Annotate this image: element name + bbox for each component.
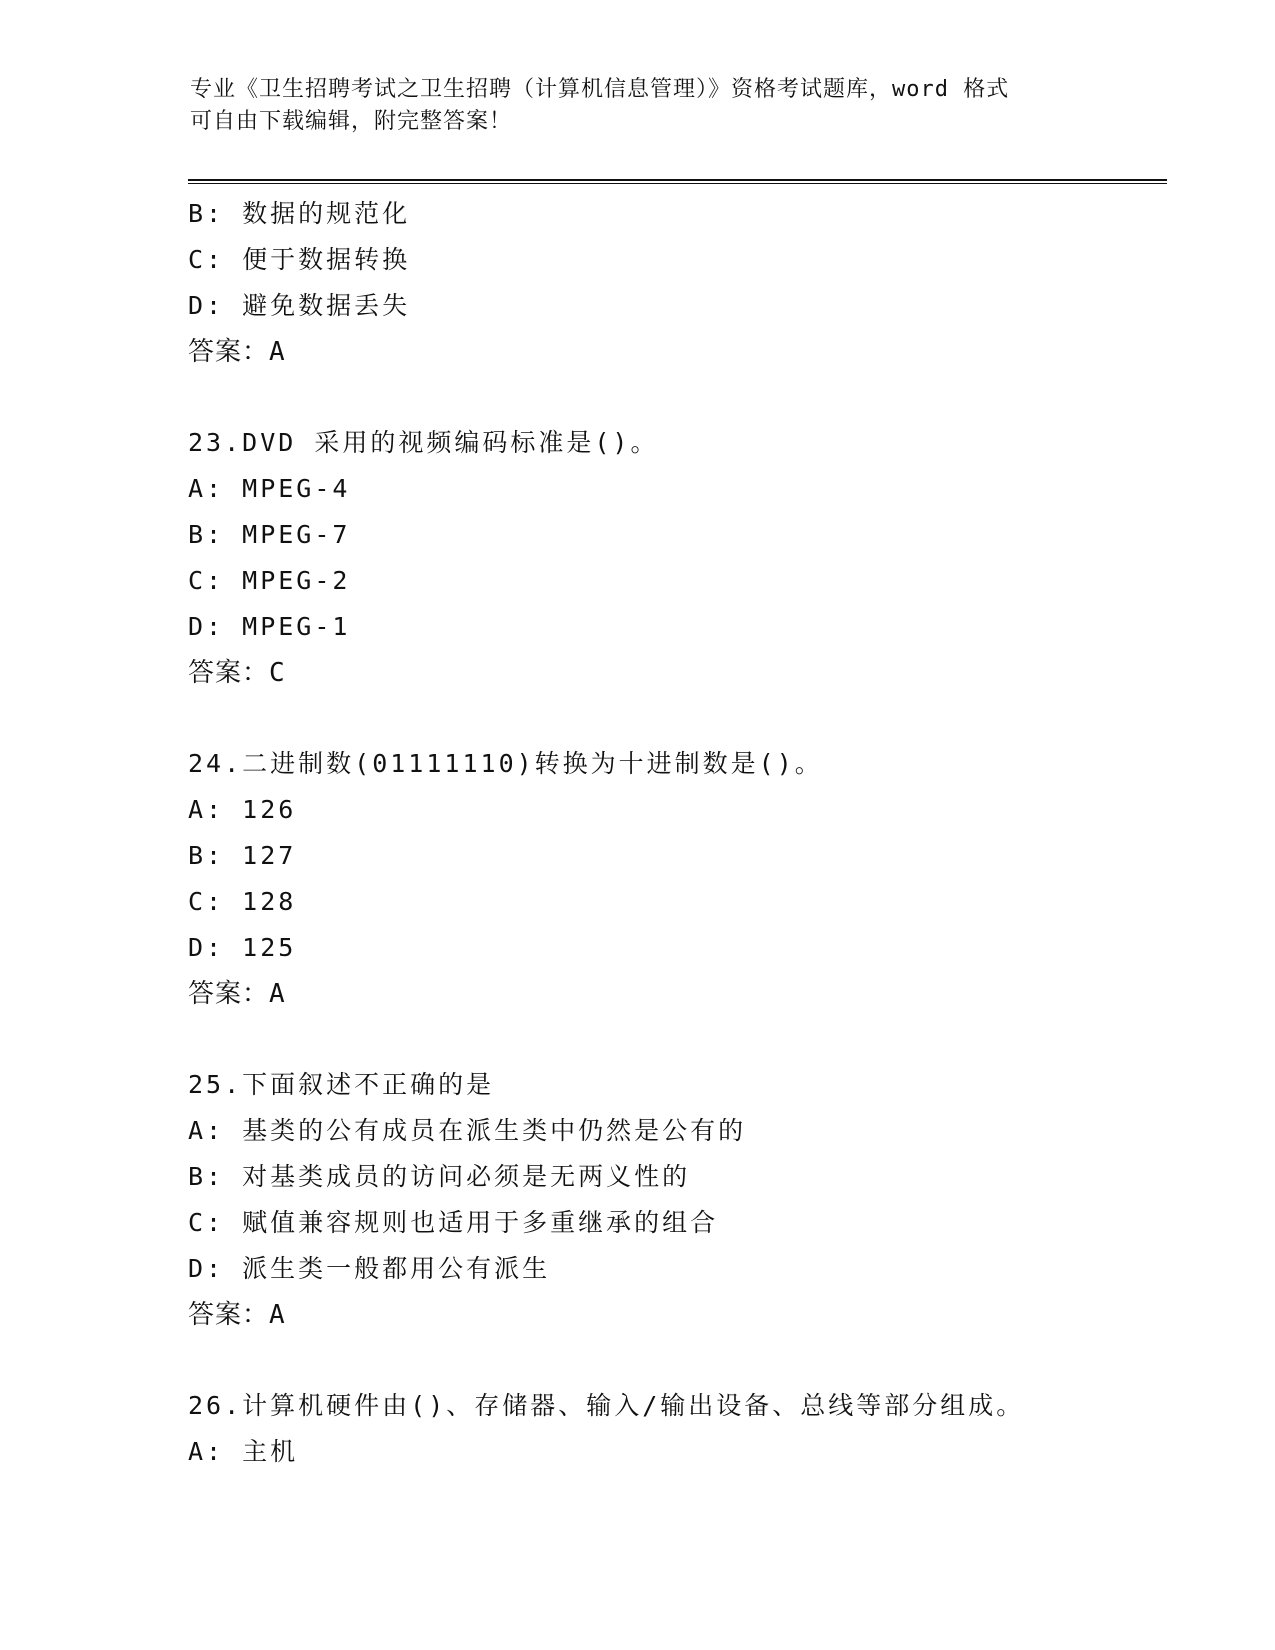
- question-stem: 26.计算机硬件由()、存储器、输入/输出设备、总线等部分组成。: [188, 1391, 1025, 1420]
- option-c: C: 赋值兼容规则也适用于多重继承的组合: [188, 1208, 719, 1237]
- question-25: [188, 1062, 1168, 1338]
- question-23: [188, 420, 1168, 696]
- option-b: B: 127: [188, 841, 297, 870]
- answer-label: 答案：: [188, 337, 270, 367]
- option-c: C: MPEG-2: [188, 566, 351, 595]
- option-b: B: 对基类成员的访问必须是无两义性的: [188, 1162, 691, 1191]
- option-d: D: 派生类一般都用公有派生: [188, 1254, 551, 1283]
- question-26: [188, 1383, 1168, 1475]
- option-a: A: MPEG-4: [188, 474, 351, 503]
- question-22-tail: [188, 191, 1168, 375]
- option-d: D: 125: [188, 933, 297, 962]
- answer-value: C: [269, 658, 286, 688]
- answer-value: A: [269, 1300, 286, 1330]
- spacer: [188, 375, 1168, 420]
- option-c: C: 便于数据转换: [188, 245, 411, 274]
- answer-value: A: [269, 979, 286, 1009]
- header-divider: [188, 179, 1167, 184]
- option-a: A: 主机: [188, 1437, 299, 1466]
- option-d: D: 避免数据丢失: [188, 291, 411, 320]
- answer-label: 答案：: [188, 658, 270, 688]
- answer-label: 答案：: [188, 1300, 270, 1330]
- option-b: B: MPEG-7: [188, 520, 351, 549]
- answer-label: 答案：: [188, 979, 270, 1009]
- option-d: D: MPEG-1: [188, 612, 351, 641]
- header-line-2: 可自由下载编辑，附完整答案！: [190, 109, 513, 134]
- question-24: [188, 741, 1168, 1017]
- option-b: B: 数据的规范化: [188, 199, 411, 228]
- question-stem: 24.二进制数(01111110)转换为十进制数是()。: [188, 749, 823, 778]
- document-header: [190, 74, 1090, 138]
- option-c: C: 128: [188, 887, 297, 916]
- spacer: [188, 1017, 1168, 1062]
- header-line-1: 专业《卫生招聘考试之卫生招聘（计算机信息管理）》资格考试题库，word 格式: [190, 77, 1010, 102]
- answer-line: [188, 329, 1168, 375]
- spacer: [188, 1338, 1168, 1383]
- answer-line: [188, 650, 1168, 696]
- option-a: A: 126: [188, 795, 297, 824]
- answer-line: [188, 971, 1168, 1017]
- option-a: A: 基类的公有成员在派生类中仍然是公有的: [188, 1116, 747, 1145]
- answer-value: A: [269, 337, 286, 367]
- answer-line: [188, 1292, 1168, 1338]
- question-content: [188, 191, 1168, 1475]
- question-stem: 23.DVD 采用的视频编码标准是()。: [188, 428, 659, 457]
- spacer: [188, 696, 1168, 741]
- question-stem: 25.下面叙述不正确的是: [188, 1070, 495, 1099]
